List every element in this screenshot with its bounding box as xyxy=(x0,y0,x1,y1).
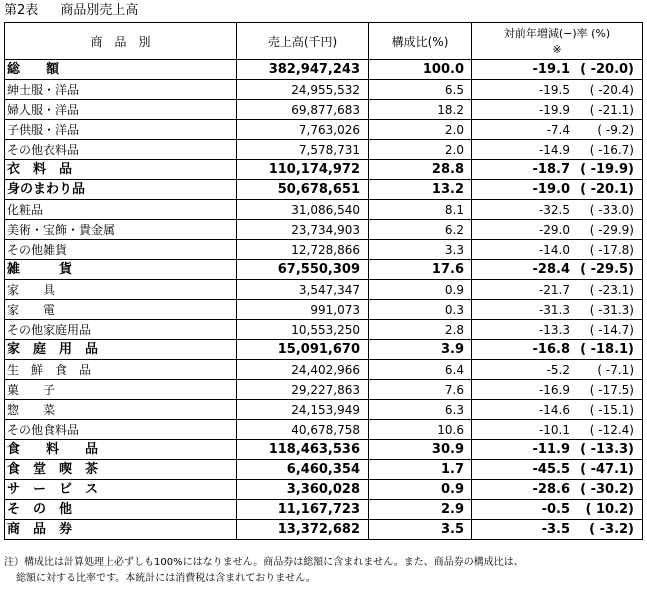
row-change-rate: -19.1 xyxy=(532,61,570,77)
row-change-rate-comparable: ( -15.1) xyxy=(589,402,634,417)
row-change xyxy=(472,160,643,180)
table-row xyxy=(5,140,643,160)
header-change-label: 対前年増減(−)率 (%) xyxy=(503,27,611,40)
row-ratio: 2.9 xyxy=(369,500,472,520)
row-change xyxy=(472,100,643,120)
row-change-rate-comparable: ( -3.2) xyxy=(589,521,634,537)
row-change-rate-comparable: ( -14.7) xyxy=(589,322,634,337)
sales-table xyxy=(4,22,643,540)
row-change-rate: -14.0 xyxy=(538,242,570,257)
row-ratio: 17.6 xyxy=(369,260,472,280)
table-row xyxy=(5,320,643,340)
row-sales: 29,227,863 xyxy=(237,380,369,400)
row-change-rate: -19.5 xyxy=(538,82,570,97)
table-row xyxy=(5,100,643,120)
footnote xyxy=(4,555,524,587)
row-sales: 6,460,354 xyxy=(237,460,369,480)
row-change-rate: -3.5 xyxy=(541,521,570,537)
header-category: 商 品 別 xyxy=(5,23,237,60)
row-ratio: 8.1 xyxy=(369,200,472,220)
row-sales: 69,877,683 xyxy=(237,100,369,120)
row-change-rate: -21.7 xyxy=(538,282,570,297)
row-sales: 67,550,309 xyxy=(237,260,369,280)
row-change xyxy=(472,340,643,360)
row-change-rate-comparable: ( -7.1) xyxy=(597,362,634,377)
row-change xyxy=(472,200,643,220)
row-name: 惣 菜 xyxy=(5,400,237,420)
table-row xyxy=(5,280,643,300)
row-name: 家 具 xyxy=(5,280,237,300)
row-change-rate: -18.7 xyxy=(532,161,570,177)
row-change-rate: -32.5 xyxy=(538,202,570,217)
row-change-rate-comparable: ( -33.0) xyxy=(589,202,634,217)
table-row xyxy=(5,460,643,480)
row-sales: 24,402,966 xyxy=(237,360,369,380)
table-row xyxy=(5,260,643,280)
row-change xyxy=(472,440,643,460)
row-name: その他家庭用品 xyxy=(5,320,237,340)
row-sales: 31,086,540 xyxy=(237,200,369,220)
row-change-rate-comparable: ( -13.3) xyxy=(580,441,634,457)
footnote-line-1: 注）構成比は計算処理上必ずしも100%にはなりません。商品券は総額に含まれません。また、商品券の構成比は、 xyxy=(4,557,524,568)
row-name: 食 料 品 xyxy=(5,440,237,460)
row-sales: 3,547,347 xyxy=(237,280,369,300)
row-sales: 50,678,651 xyxy=(237,180,369,200)
row-sales: 15,091,670 xyxy=(237,340,369,360)
row-ratio: 3.9 xyxy=(369,340,472,360)
row-change-rate-comparable: ( -23.1) xyxy=(589,282,634,297)
row-change xyxy=(472,400,643,420)
row-name: 美術・宝飾・貴金属 xyxy=(5,220,237,240)
table-row xyxy=(5,340,643,360)
row-change xyxy=(472,300,643,320)
row-ratio: 18.2 xyxy=(369,100,472,120)
row-change-rate-comparable: ( -17.5) xyxy=(589,382,634,397)
row-ratio: 1.7 xyxy=(369,460,472,480)
table-row xyxy=(5,220,643,240)
row-change xyxy=(472,360,643,380)
row-change xyxy=(472,140,643,160)
table-header-row xyxy=(5,23,643,60)
row-change-rate-comparable: ( -9.2) xyxy=(597,122,634,137)
row-change-rate-comparable: ( -29.9) xyxy=(589,222,634,237)
row-sales: 3,360,028 xyxy=(237,480,369,500)
row-sales: 11,167,723 xyxy=(237,500,369,520)
row-sales: 13,372,682 xyxy=(237,520,369,540)
row-name: その他雑貨 xyxy=(5,240,237,260)
row-change xyxy=(472,420,643,440)
row-ratio: 6.2 xyxy=(369,220,472,240)
row-name: 婦人服・洋品 xyxy=(5,100,237,120)
row-ratio: 0.9 xyxy=(369,480,472,500)
row-change xyxy=(472,380,643,400)
table-row xyxy=(5,200,643,220)
row-change-rate-comparable: ( -19.9) xyxy=(580,161,634,177)
row-change-rate: -16.9 xyxy=(538,382,570,397)
row-change-rate: -14.9 xyxy=(538,142,570,157)
table-row xyxy=(5,380,643,400)
row-name: 衣 料 品 xyxy=(5,160,237,180)
table-row xyxy=(5,500,643,520)
row-name: 雑 貨 xyxy=(5,260,237,280)
row-change-rate: -31.3 xyxy=(538,302,570,317)
header-ratio: 構成比(%) xyxy=(369,23,472,60)
page-title xyxy=(4,2,138,20)
row-name: 化粧品 xyxy=(5,200,237,220)
row-change xyxy=(472,60,643,80)
row-sales: 7,578,731 xyxy=(237,140,369,160)
row-name: 総 額 xyxy=(5,60,237,80)
table-number: 第2表 xyxy=(4,3,39,18)
table-row xyxy=(5,520,643,540)
row-change-rate: -14.6 xyxy=(538,402,570,417)
row-name: 菓 子 xyxy=(5,380,237,400)
row-ratio: 2.8 xyxy=(369,320,472,340)
row-sales: 991,073 xyxy=(237,300,369,320)
row-change-rate-comparable: ( -31.3) xyxy=(589,302,634,317)
row-name: 食 堂 喫 茶 xyxy=(5,460,237,480)
table-row xyxy=(5,240,643,260)
row-change xyxy=(472,520,643,540)
table-row xyxy=(5,80,643,100)
row-change-rate: -10.1 xyxy=(538,422,570,437)
row-sales: 382,947,243 xyxy=(237,60,369,80)
row-change xyxy=(472,320,643,340)
row-ratio: 6.4 xyxy=(369,360,472,380)
table-row xyxy=(5,360,643,380)
row-change-rate-comparable: ( -17.8) xyxy=(589,242,634,257)
row-change-rate: -11.9 xyxy=(532,441,570,457)
row-change-rate-comparable: ( -47.1) xyxy=(580,461,634,477)
table-row xyxy=(5,420,643,440)
row-ratio: 2.0 xyxy=(369,120,472,140)
row-change-rate-comparable: ( -12.4) xyxy=(589,422,634,437)
table-row xyxy=(5,300,643,320)
row-sales: 7,763,026 xyxy=(237,120,369,140)
row-sales: 24,153,949 xyxy=(237,400,369,420)
row-change xyxy=(472,240,643,260)
row-ratio: 10.6 xyxy=(369,420,472,440)
row-ratio: 3.5 xyxy=(369,520,472,540)
row-name: 生 鮮 食 品 xyxy=(5,360,237,380)
row-change-rate-comparable: ( -29.5) xyxy=(580,261,634,277)
row-name: 家 電 xyxy=(5,300,237,320)
table-row xyxy=(5,480,643,500)
row-name: 身のまわり品 xyxy=(5,180,237,200)
row-ratio: 28.8 xyxy=(369,160,472,180)
footnote-line-2: 総額に対する比率です。本統計には消費税は含まれておりません。 xyxy=(16,573,316,584)
row-name: その他衣料品 xyxy=(5,140,237,160)
row-name: 紳士服・洋品 xyxy=(5,80,237,100)
row-name: 商 品 券 xyxy=(5,520,237,540)
row-change-rate: -28.6 xyxy=(532,481,570,497)
row-sales: 118,463,536 xyxy=(237,440,369,460)
row-ratio: 6.3 xyxy=(369,400,472,420)
row-change-rate: -7.4 xyxy=(546,122,570,137)
row-name: 子供服・洋品 xyxy=(5,120,237,140)
row-change xyxy=(472,180,643,200)
header-change xyxy=(472,23,643,60)
row-change xyxy=(472,260,643,280)
row-change-rate: -19.0 xyxy=(532,181,570,197)
row-change xyxy=(472,480,643,500)
row-change-rate: -5.2 xyxy=(546,362,570,377)
row-change-rate-comparable: ( -20.0) xyxy=(580,61,634,77)
row-ratio: 100.0 xyxy=(369,60,472,80)
row-change-rate-comparable: ( -20.4) xyxy=(589,82,634,97)
row-ratio: 0.9 xyxy=(369,280,472,300)
table-row xyxy=(5,400,643,420)
row-ratio: 7.6 xyxy=(369,380,472,400)
header-change-mark: ※ xyxy=(552,43,562,56)
row-name: その他食料品 xyxy=(5,420,237,440)
row-change-rate: -29.0 xyxy=(538,222,570,237)
row-change-rate: -28.4 xyxy=(532,261,570,277)
row-change-rate-comparable: ( 10.2) xyxy=(585,501,634,517)
row-change-rate: -45.5 xyxy=(532,461,570,477)
row-change-rate-comparable: ( -16.7) xyxy=(589,142,634,157)
row-change-rate: -16.8 xyxy=(532,341,570,357)
row-sales: 12,728,866 xyxy=(237,240,369,260)
row-name: 家 庭 用 品 xyxy=(5,340,237,360)
row-sales: 110,174,972 xyxy=(237,160,369,180)
row-ratio: 2.0 xyxy=(369,140,472,160)
row-ratio: 30.9 xyxy=(369,440,472,460)
row-change-rate: -0.5 xyxy=(541,501,570,517)
row-name: サ ー ビ ス xyxy=(5,480,237,500)
table-row xyxy=(5,60,643,80)
row-ratio: 0.3 xyxy=(369,300,472,320)
row-change-rate-comparable: ( -18.1) xyxy=(580,341,634,357)
row-ratio: 3.3 xyxy=(369,240,472,260)
row-sales: 24,955,532 xyxy=(237,80,369,100)
row-change-rate-comparable: ( -21.1) xyxy=(589,102,634,117)
row-sales: 10,553,250 xyxy=(237,320,369,340)
row-ratio: 13.2 xyxy=(369,180,472,200)
row-change xyxy=(472,120,643,140)
row-change-rate: -19.9 xyxy=(538,102,570,117)
row-change xyxy=(472,280,643,300)
row-change-rate-comparable: ( -30.2) xyxy=(580,481,634,497)
row-change xyxy=(472,220,643,240)
row-change-rate-comparable: ( -20.1) xyxy=(580,181,634,197)
row-change xyxy=(472,80,643,100)
table-row xyxy=(5,120,643,140)
row-sales: 40,678,758 xyxy=(237,420,369,440)
header-sales: 売上高(千円) xyxy=(237,23,369,60)
table-row xyxy=(5,160,643,180)
table-row xyxy=(5,180,643,200)
row-change-rate: -13.3 xyxy=(538,322,570,337)
table-row xyxy=(5,440,643,460)
table-title: 商品別売上高 xyxy=(60,3,139,18)
row-ratio: 6.5 xyxy=(369,80,472,100)
row-sales: 23,734,903 xyxy=(237,220,369,240)
row-name: そ の 他 xyxy=(5,500,237,520)
row-change xyxy=(472,500,643,520)
row-change xyxy=(472,460,643,480)
